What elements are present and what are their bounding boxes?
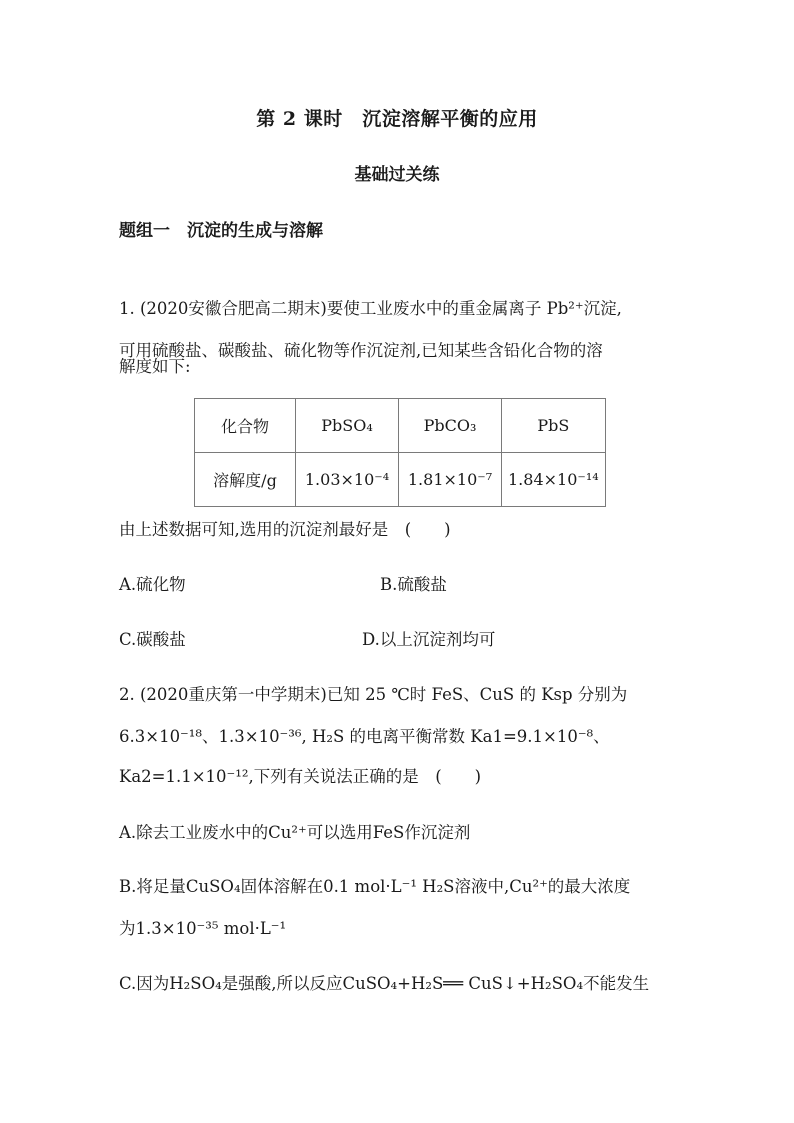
- table-cell: 化合物: [195, 399, 296, 453]
- table-row: [195, 399, 606, 453]
- table-cell: PbCO₃: [399, 399, 502, 453]
- q2-option-c: C.因为H₂SO₄是强酸,所以反应CuSO₄+H₂S══ CuS↓+H₂SO₄不能发生: [119, 974, 650, 993]
- q2-option-b-line-2: 为1.3×10⁻³⁵ mol·L⁻¹: [119, 919, 287, 938]
- table-cell: 1.81×10⁻⁷: [399, 453, 502, 507]
- q1-option-a: A.硫化物: [119, 575, 186, 594]
- table-row: [195, 453, 606, 507]
- table-cell: 1.03×10⁻⁴: [296, 453, 399, 507]
- q1-option-d: D.以上沉淀剂均可: [362, 630, 496, 649]
- q1-line-1: 1. (2020安徽合肥高二期末)要使工业废水中的重金属离子 Pb²⁺沉淀,: [119, 299, 622, 318]
- table-cell: PbSO₄: [296, 399, 399, 453]
- table-cell: 1.84×10⁻¹⁴: [502, 453, 606, 507]
- group-heading: 题组一 沉淀的生成与溶解: [119, 221, 323, 241]
- q2-line-2: 6.3×10⁻¹⁸、1.3×10⁻³⁶, H₂S 的电离平衡常数 Ka1=9.1×10⁻⁸、: [119, 727, 610, 746]
- solubility-table: [194, 398, 606, 507]
- q2-line-3: Ka2=1.1×10⁻¹²,下列有关说法正确的是 ( ): [119, 767, 482, 786]
- table-cell: 溶解度/g: [195, 453, 296, 507]
- q1-stem: 由上述数据可知,选用的沉淀剂最好是 ( ): [119, 520, 451, 539]
- page-title: 第 2 课时 沉淀溶解平衡的应用: [256, 108, 538, 130]
- q2-option-a: A.除去工业废水中的Cu²⁺可以选用FeS作沉淀剂: [119, 823, 471, 842]
- q2-line-1: 2. (2020重庆第一中学期末)已知 25 ℃时 FeS、CuS 的 Ksp 分别为: [119, 685, 628, 704]
- q1-line-2: 可用硫酸盐、碳酸盐、硫化物等作沉淀剂,已知某些含铅化合物的溶: [119, 341, 603, 360]
- q2-option-b-line-1: B.将足量CuSO₄固体溶解在0.1 mol·L⁻¹ H₂S溶液中,Cu²⁺的最大浓度: [119, 877, 631, 896]
- q1-option-b: B.硫酸盐: [380, 575, 447, 594]
- table-cell: PbS: [502, 399, 606, 453]
- q1-option-c: C.碳酸盐: [119, 630, 186, 649]
- q1-line-3: 解度如下:: [119, 357, 191, 376]
- section-subtitle: 基础过关练: [354, 165, 440, 185]
